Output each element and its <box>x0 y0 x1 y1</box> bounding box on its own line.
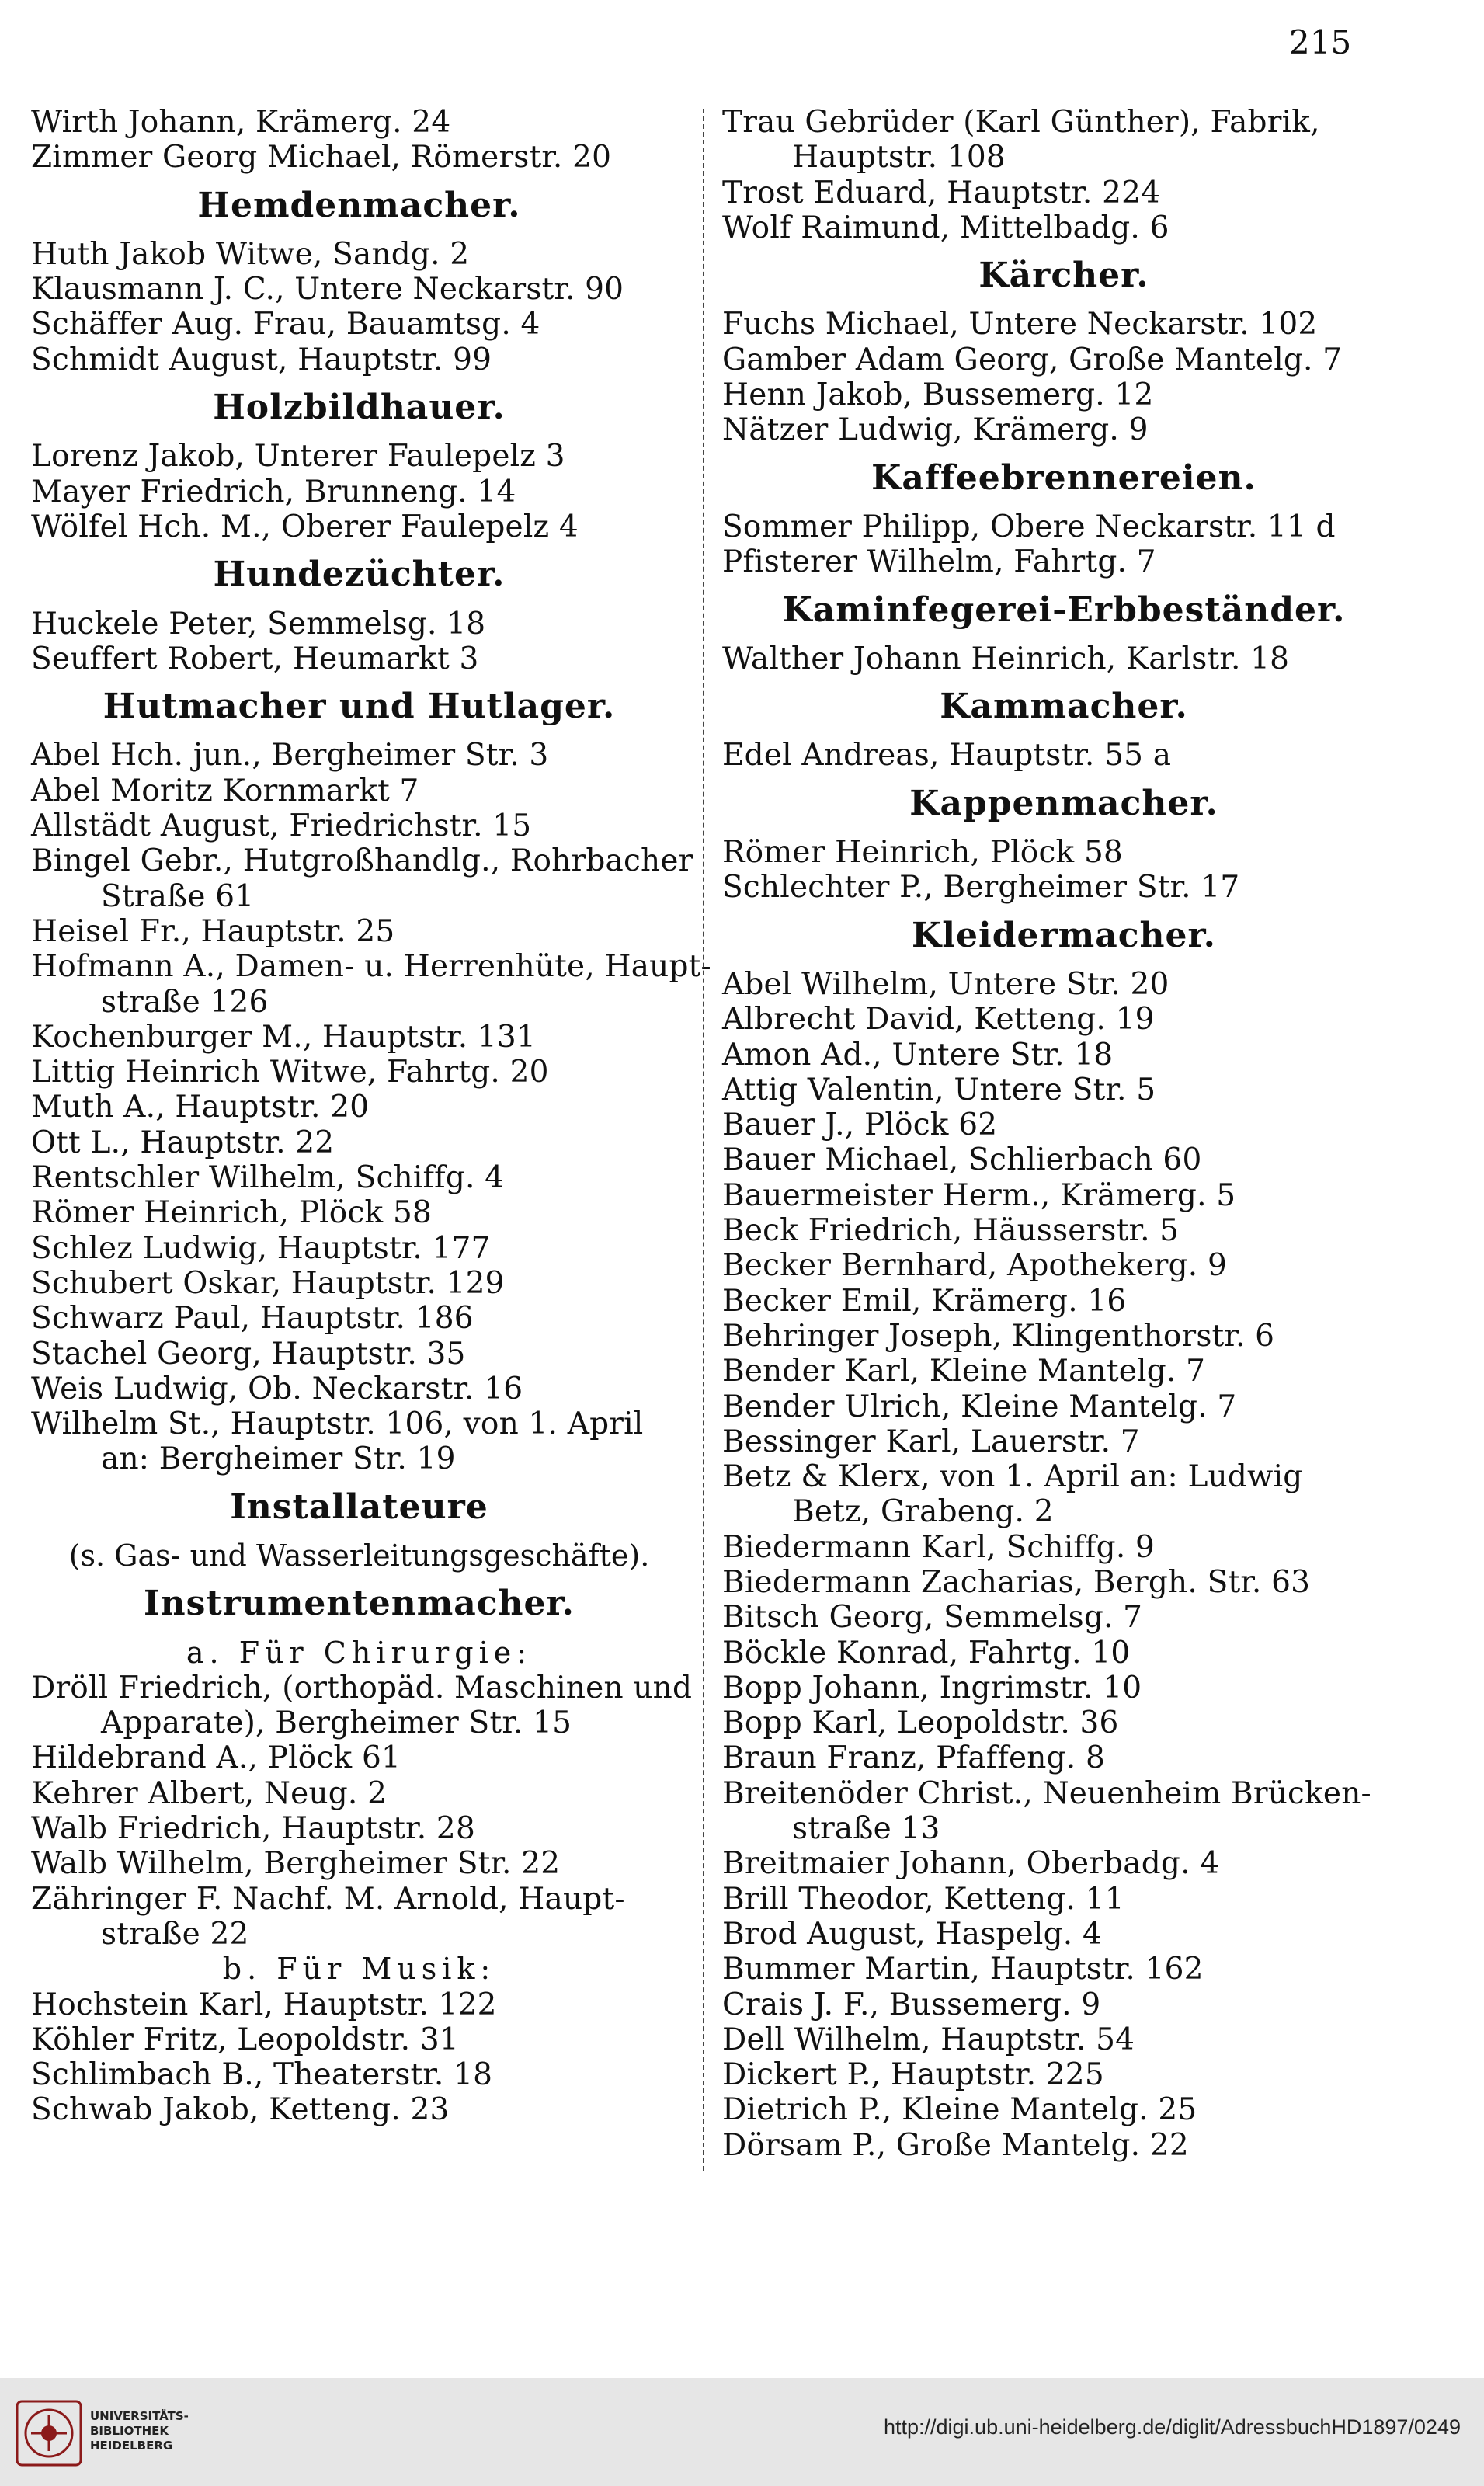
directory-entry: Littig Heinrich Witwe, Fahrtg. 20 <box>31 1055 549 1090</box>
directory-entry: Hochstein Karl, Hauptstr. 122 <box>31 1987 497 2022</box>
section-heading: Kammacher. <box>940 687 1188 727</box>
directory-entry: Köhler Fritz, Leopoldstr. 31 <box>31 2022 459 2057</box>
directory-entry: Dröll Friedrich, (orthopäd. Maschinen und <box>31 1670 693 1705</box>
cross-reference-note: (s. Gas- und Wasserleitungsgeschäfte). <box>68 1538 650 1573</box>
section-heading: Kappenmacher. <box>909 783 1218 823</box>
directory-entry: Walb Friedrich, Hauptstr. 28 <box>31 1811 475 1847</box>
directory-entry: Walb Wilhelm, Bergheimer Str. 22 <box>31 1846 561 1882</box>
directory-entry: Wirth Johann, Krämerg. 24 <box>31 105 451 140</box>
directory-entry: Bitsch Georg, Semmelsg. 7 <box>722 1600 1143 1636</box>
section-heading: Kaffeebrennereien. <box>871 457 1256 498</box>
directory-entry: Wolf Raimund, Mittelbadg. 6 <box>722 210 1169 245</box>
directory-entry: Attig Valentin, Untere Str. 5 <box>722 1072 1156 1107</box>
library-name-line: BIBLIOTHEK <box>90 2424 169 2438</box>
directory-entry: Mayer Friedrich, Brunneng. 14 <box>31 474 516 509</box>
directory-entry: Trost Eduard, Hauptstr. 224 <box>722 175 1161 210</box>
section-subheading: a. Für Chirurgie: <box>186 1635 533 1670</box>
directory-entry: Allstädt August, Friedrichstr. 15 <box>31 808 532 844</box>
directory-entry: Schäffer Aug. Frau, Bauamtsg. 4 <box>31 307 540 342</box>
directory-entry: Trau Gebrüder (Karl Günther), Fabrik, <box>722 105 1320 140</box>
directory-entry: Becker Bernhard, Apothekerg. 9 <box>722 1248 1228 1284</box>
directory-entry: Stachel Georg, Hauptstr. 35 <box>31 1336 466 1372</box>
directory-entry: Hildebrand A., Plöck 61 <box>31 1740 401 1776</box>
directory-entry: Seuffert Robert, Heumarkt 3 <box>31 641 479 676</box>
directory-entry: Breitmaier Johann, Oberbadg. 4 <box>722 1846 1220 1882</box>
entry-continuation: Betz, Grabeng. 2 <box>792 1494 1054 1530</box>
directory-entry: Amon Ad., Untere Str. 18 <box>722 1037 1114 1073</box>
directory-entry: Bingel Gebr., Hutgroßhandlg., Rohrbacher <box>31 843 693 879</box>
directory-entry: Römer Heinrich, Plöck 58 <box>722 835 1123 871</box>
directory-entry: Edel Andreas, Hauptstr. 55 a <box>722 738 1172 774</box>
directory-entry: Römer Heinrich, Plöck 58 <box>31 1195 432 1231</box>
section-heading: Kärcher. <box>978 256 1149 296</box>
directory-entry: Albrecht David, Ketteng. 19 <box>722 1002 1155 1038</box>
directory-entry: Ott L., Hauptstr. 22 <box>31 1125 335 1160</box>
entry-continuation: straße 126 <box>101 984 269 1020</box>
library-name <box>90 2409 189 2453</box>
directory-entry: Rentschler Wilhelm, Schiffg. 4 <box>31 1160 505 1196</box>
directory-entry: Schwab Jakob, Ketteng. 23 <box>31 2092 450 2128</box>
directory-entry: Bender Ulrich, Kleine Mantelg. 7 <box>722 1389 1237 1424</box>
directory-entry: Kochenburger M., Hauptstr. 131 <box>31 1019 536 1055</box>
directory-entry: Abel Hch. jun., Bergheimer Str. 3 <box>31 738 549 774</box>
directory-entry: Becker Emil, Krämerg. 16 <box>722 1283 1127 1319</box>
library-seal-icon <box>16 2400 82 2467</box>
entry-continuation: Straße 61 <box>101 878 255 914</box>
entry-continuation: straße 13 <box>792 1811 940 1847</box>
directory-entry: Bessinger Karl, Lauerstr. 7 <box>722 1424 1140 1459</box>
directory-entry: Wölfel Hch. M., Oberer Faulepelz 4 <box>31 509 579 544</box>
directory-entry: Klausmann J. C., Untere Neckarstr. 90 <box>31 272 624 308</box>
directory-entry: Schlechter P., Bergheimer Str. 17 <box>722 870 1240 906</box>
directory-entry: Pfisterer Wilhelm, Fahrtg. 7 <box>722 544 1156 580</box>
library-logo <box>16 2400 194 2468</box>
page-number: 215 <box>1289 23 1352 61</box>
directory-entry: Lorenz Jakob, Unterer Faulepelz 3 <box>31 439 565 475</box>
directory-entry: Bauer J., Plöck 62 <box>722 1107 998 1143</box>
directory-entry: Bummer Martin, Hauptstr. 162 <box>722 1952 1204 1987</box>
library-name-line: HEIDELBERG <box>90 2439 173 2453</box>
section-heading: Installateure <box>230 1486 488 1527</box>
directory-entry: Bopp Johann, Ingrimstr. 10 <box>722 1670 1142 1705</box>
section-subheading: b. Für Musik: <box>222 1952 496 1987</box>
directory-entry: Dörsam P., Große Mantelg. 22 <box>722 2127 1189 2163</box>
directory-entry: Schwarz Paul, Hauptstr. 186 <box>31 1301 474 1337</box>
directory-entry: Schlimbach B., Theaterstr. 18 <box>31 2057 493 2093</box>
directory-entry: Wilhelm St., Hauptstr. 106, von 1. April <box>31 1406 644 1442</box>
directory-entry: Henn Jakob, Bussemerg. 12 <box>722 377 1154 413</box>
directory-entry: Biedermann Zacharias, Bergh. Str. 63 <box>722 1564 1311 1600</box>
directory-entry: Böckle Konrad, Fahrtg. 10 <box>722 1635 1131 1671</box>
footer-bar <box>0 2378 1484 2486</box>
directory-entry: Kehrer Albert, Neug. 2 <box>31 1775 388 1811</box>
section-heading: Kaminfegerei-Erbbeständer. <box>782 589 1346 630</box>
directory-entry: Weis Ludwig, Ob. Neckarstr. 16 <box>31 1371 523 1406</box>
section-heading: Kleidermacher. <box>912 915 1216 955</box>
directory-entry: Abel Wilhelm, Untere Str. 20 <box>722 966 1169 1002</box>
section-heading: Hundezüchter. <box>213 555 506 595</box>
directory-entry: Dell Wilhelm, Hauptstr. 54 <box>722 2022 1135 2057</box>
directory-entry: Bender Karl, Kleine Mantelg. 7 <box>722 1354 1206 1389</box>
directory-entry: Walther Johann Heinrich, Karlstr. 18 <box>722 641 1290 676</box>
directory-entry: Breitenöder Christ., Neuenheim Brücken- <box>722 1775 1371 1811</box>
section-heading: Holzbildhauer. <box>213 388 506 428</box>
directory-entry: Dickert P., Hauptstr. 225 <box>722 2057 1104 2093</box>
directory-entry: Bopp Karl, Leopoldstr. 36 <box>722 1705 1119 1741</box>
right-column <box>722 105 1406 2163</box>
entry-continuation: Hauptstr. 108 <box>792 140 1006 176</box>
directory-entry: Zimmer Georg Michael, Römerstr. 20 <box>31 140 612 176</box>
library-name-line: UNIVERSITÄTS- <box>90 2409 189 2423</box>
section-heading: Instrumentenmacher. <box>144 1584 575 1624</box>
directory-entry: Heisel Fr., Hauptstr. 25 <box>31 913 395 949</box>
directory-entry: Beck Friedrich, Häusserstr. 5 <box>722 1213 1180 1249</box>
directory-entry: Abel Moritz Kornmarkt 7 <box>31 773 419 808</box>
directory-entry: Schubert Oskar, Hauptstr. 129 <box>31 1265 505 1301</box>
directory-entry: Behringer Joseph, Klingenthorstr. 6 <box>722 1318 1275 1354</box>
directory-entry: Zähringer F. Nachf. M. Arnold, Haupt- <box>31 1881 625 1917</box>
directory-entry: Huckele Peter, Semmelsg. 18 <box>31 606 486 641</box>
section-heading: Hutmacher und Hutlager. <box>103 687 616 727</box>
entry-continuation: straße 22 <box>101 1916 249 1952</box>
directory-entry: Crais J. F., Bussemerg. 9 <box>722 1987 1101 2022</box>
directory-entry: Muth A., Hauptstr. 20 <box>31 1090 370 1125</box>
directory-entry: Bauermeister Herm., Krämerg. 5 <box>722 1177 1236 1213</box>
directory-entry: Brod August, Haspelg. 4 <box>722 1916 1102 1952</box>
directory-entry: Sommer Philipp, Obere Neckarstr. 11 d <box>722 509 1336 544</box>
left-column <box>31 105 711 2128</box>
directory-entry: Brill Theodor, Ketteng. 11 <box>722 1881 1124 1917</box>
directory-entry: Betz & Klerx, von 1. April an: Ludwig <box>722 1459 1303 1495</box>
directory-entry: Fuchs Michael, Untere Neckarstr. 102 <box>722 307 1318 342</box>
directory-entry: Dietrich P., Kleine Mantelg. 25 <box>722 2092 1197 2128</box>
source-url-link[interactable]: http://digi.ub.uni-heidelberg.de/diglit/AdressbuchHD1897/0249 <box>883 2415 1461 2439</box>
directory-entry: Gamber Adam Georg, Große Mantelg. 7 <box>722 342 1343 377</box>
directory-entry: Hofmann A., Damen- u. Herrenhüte, Haupt- <box>31 949 711 985</box>
directory-entry: Nätzer Ludwig, Krämerg. 9 <box>722 412 1149 448</box>
directory-entry: Huth Jakob Witwe, Sandg. 2 <box>31 236 470 272</box>
entry-continuation: an: Bergheimer Str. 19 <box>101 1441 456 1477</box>
entry-continuation: Apparate), Bergheimer Str. 15 <box>101 1705 572 1741</box>
directory-entry: Biedermann Karl, Schiffg. 9 <box>722 1529 1156 1565</box>
directory-entry: Bauer Michael, Schlierbach 60 <box>722 1142 1202 1178</box>
column-divider <box>703 109 704 2171</box>
directory-entry: Schlez Ludwig, Hauptstr. 177 <box>31 1230 491 1266</box>
directory-entry: Schmidt August, Hauptstr. 99 <box>31 342 492 377</box>
directory-entry: Braun Franz, Pfaffeng. 8 <box>722 1740 1105 1776</box>
section-heading: Hemdenmacher. <box>197 185 521 225</box>
